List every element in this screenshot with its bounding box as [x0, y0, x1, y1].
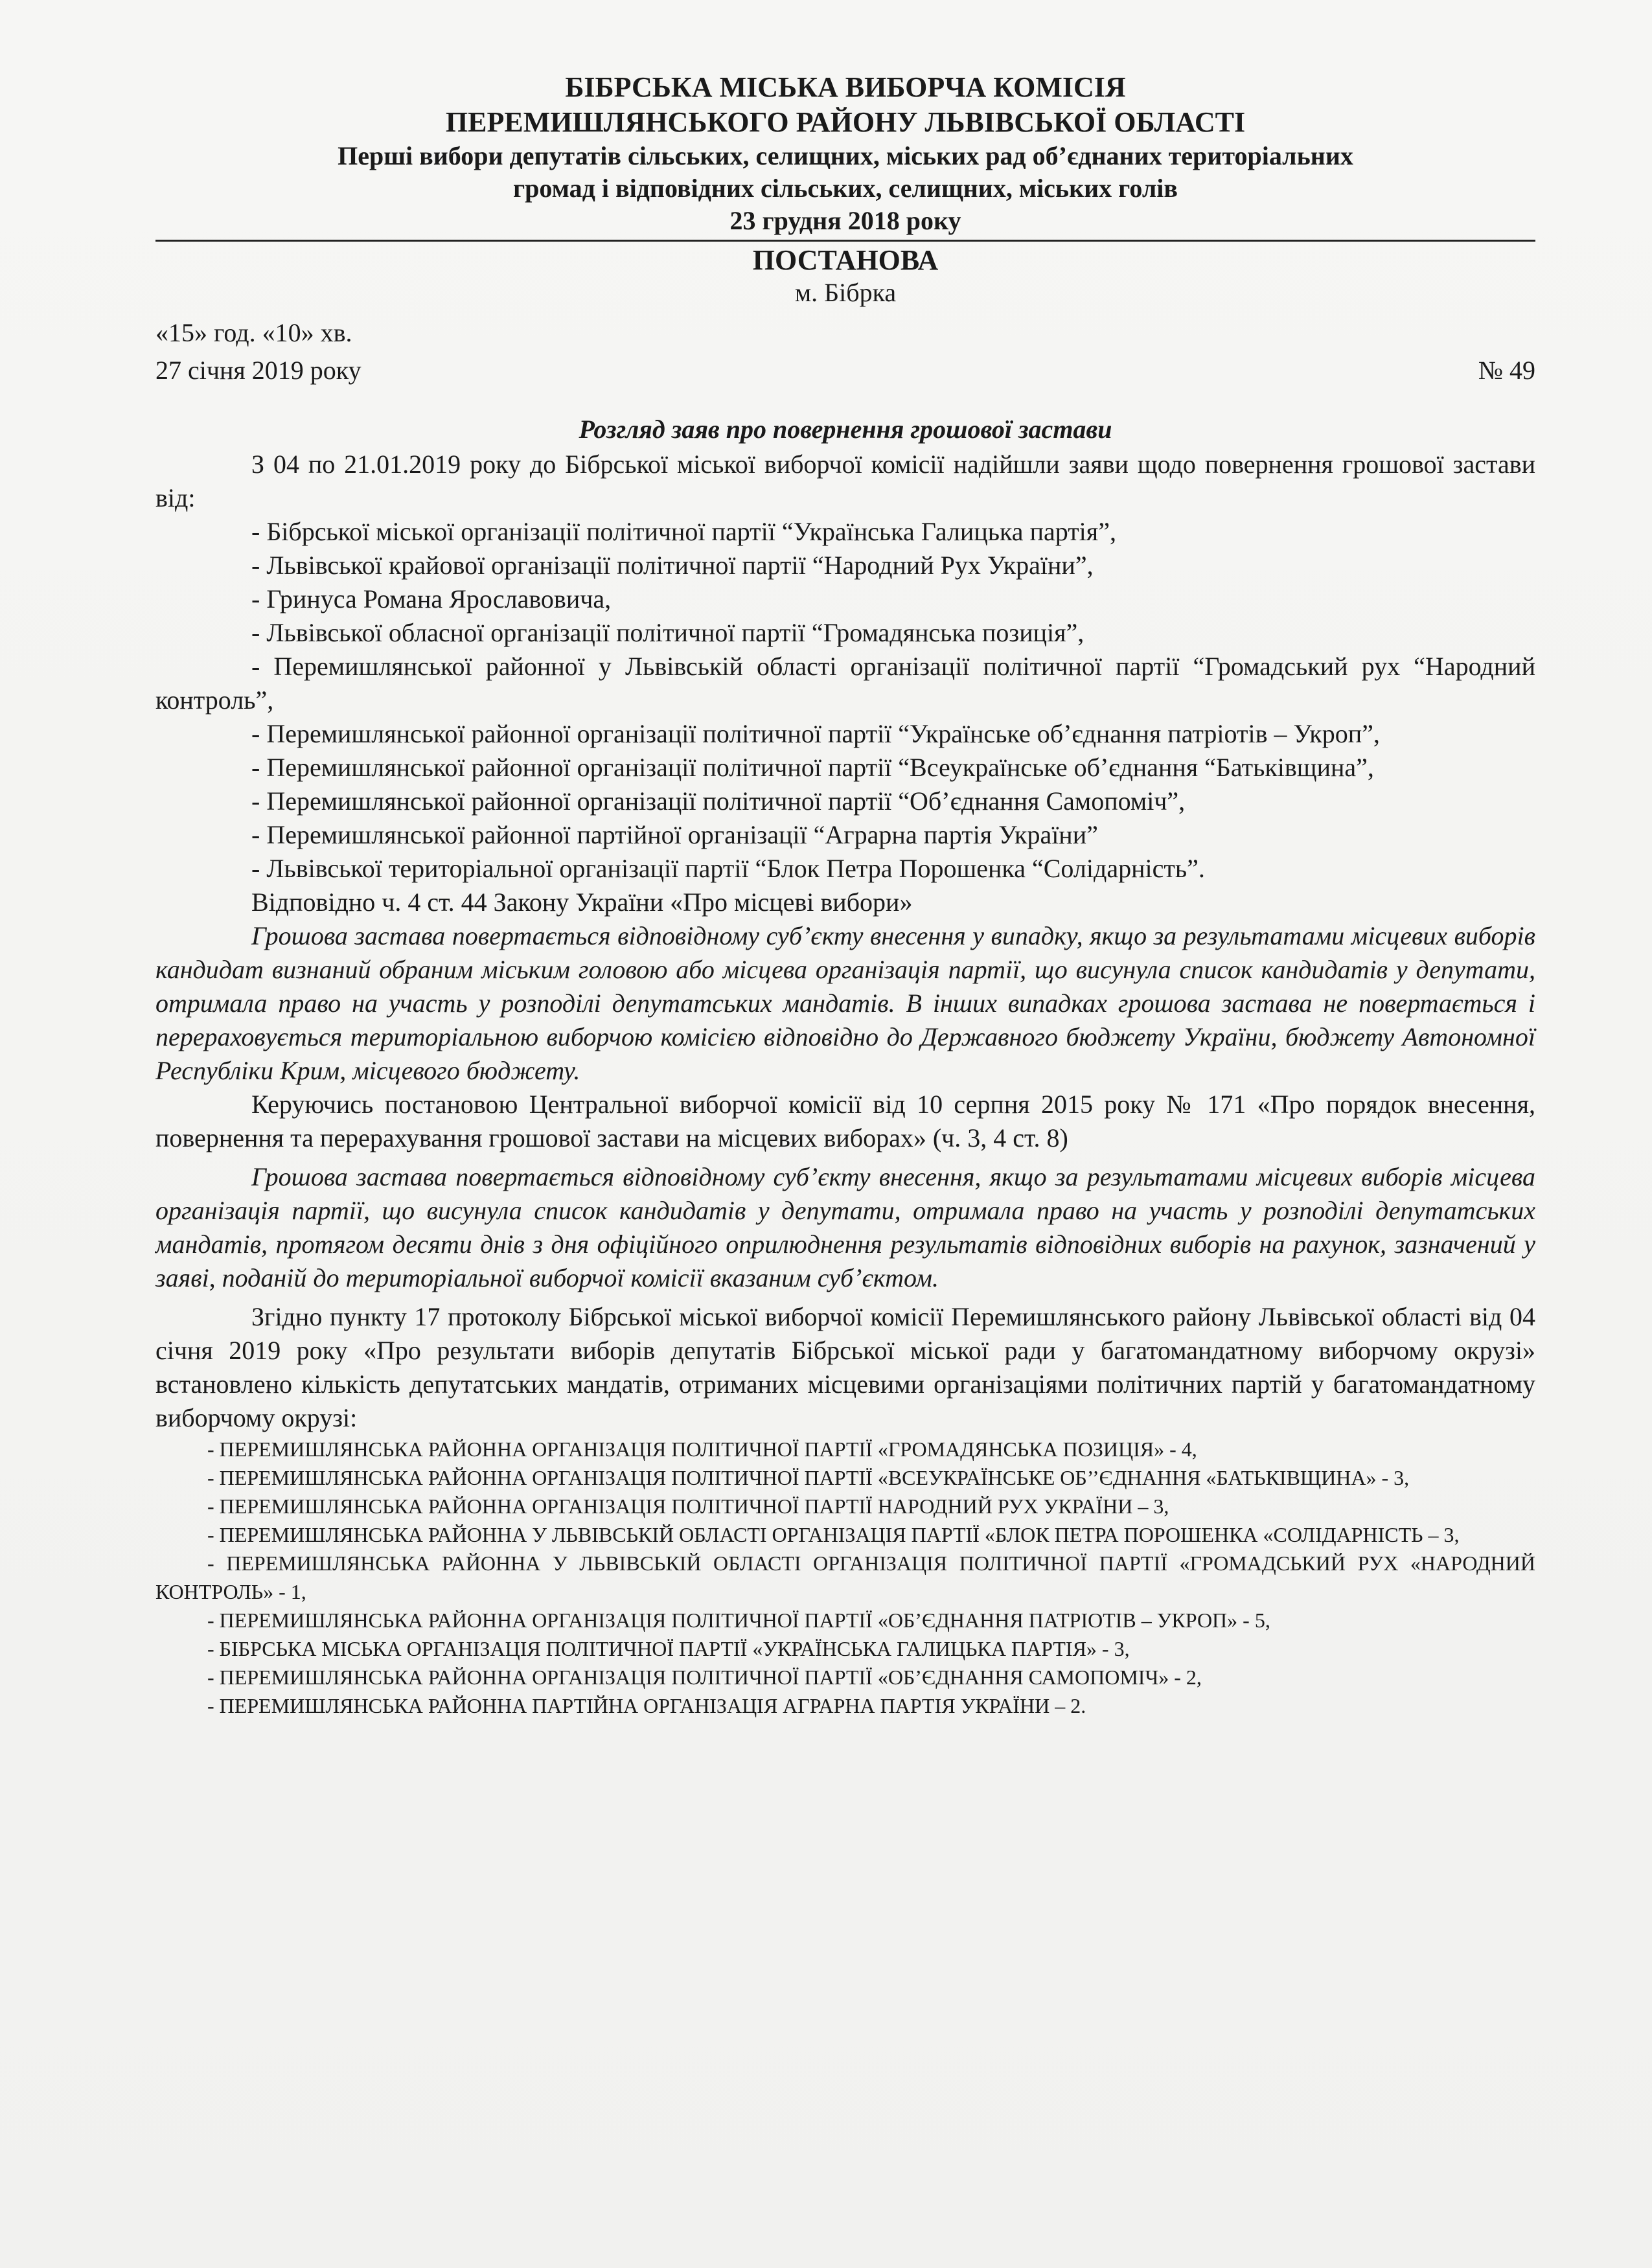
- intro-paragraph: З 04 по 21.01.2019 року до Бібрської міської виборчої комісії надійшли заяви щодо повернення грошової застави від:: [155, 450, 1535, 512]
- document-time: «15» год. «10» хв.: [155, 318, 352, 347]
- document-city: м. Бібрка: [794, 278, 897, 307]
- commission-name: БІБРСЬКА МІСЬКА ВИБОРЧА КОМІСІЯ: [565, 71, 1126, 103]
- applicant-item: - Бібрської міської організації політичної партії “Українська Галицька партія”,: [251, 517, 1116, 546]
- header-divider: [155, 240, 1535, 242]
- document-number: № 49: [1478, 356, 1535, 385]
- document-meta: [155, 314, 1535, 389]
- applicant-item: - Гринуса Романа Ярославовича,: [251, 584, 612, 613]
- applicant-item: - Львівської обласної організації політичної партії “Громадянська позиція”,: [251, 618, 1084, 647]
- document-subject: Розгляд заяв про повернення грошової застави: [579, 415, 1112, 444]
- mandate-item: - ПЕРЕМИШЛЯНСЬКА РАЙОННА У ЛЬВІВСЬКІЙ ОБЛАСТІ ОРГАНІЗАЦІЯ ПОЛІТИЧНОЇ ПАРТІЇ «ГРОМАДСЬКИЙ РУХ «НАРОДНИЙ КОНТРОЛЬ» - 1,: [155, 1552, 1535, 1603]
- document-type: ПОСТАНОВА: [752, 244, 939, 276]
- mandates-list: [155, 1435, 1535, 1720]
- mandate-item: - БІБРСЬКА МІСЬКА ОРГАНІЗАЦІЯ ПОЛІТИЧНОЇ ПАРТІЇ «УКРАЇНСЬКА ГАЛИЦЬКА ПАРТІЯ» - 3,: [207, 1637, 1130, 1660]
- applicant-item: - Перемишлянської районної у Львівській області організації політичної партії “Громадський рух “Народний контроль”,: [155, 652, 1535, 715]
- cvk-quote: Грошова застава повертається відповідному суб’єкту внесення, якщо за результатами місцевих виборів місцева організація партії, що висунула список кандидатів у депутати, отримала право на участь у розподілі депутатських мандатів, протягом десяти днів з дня офіційного оприлюднення результатів відповідних виборів на рахунок, зазначений у заяві, поданій до територіальної виборчої комісії вказаним суб’єктом.: [155, 1162, 1535, 1292]
- mandate-item: - ПЕРЕМИШЛЯНСЬКА РАЙОННА ОРГАНІЗАЦІЯ ПОЛІТИЧНОЇ ПАРТІЇ «ОБ’ЄДНАННЯ САМОПОМІЧ» - 2,: [207, 1666, 1202, 1689]
- election-title-line2: громад і відповідних сільських, селищних, міських голів: [513, 174, 1178, 203]
- election-title-line1: Перші вибори депутатів сільських, селищних, міських рад об’єднаних територіальних: [338, 141, 1353, 170]
- applicant-item: - Львівської крайової організації політичної партії “Народний Рух України”,: [251, 551, 1094, 580]
- mandate-item: - ПЕРЕМИШЛЯНСЬКА РАЙОННА У ЛЬВІВСЬКІЙ ОБЛАСТІ ОРГАНІЗАЦІЯ ПАРТІЇ «БЛОК ПЕТРА ПОРОШЕНКА «СОЛІДАРНІСТЬ – 3,: [207, 1523, 1460, 1546]
- applicant-item: - Перемишлянської районної організації політичної партії “Об’єднання Самопоміч”,: [251, 786, 1186, 816]
- document-date: 27 січня 2019 року: [155, 356, 361, 385]
- mandate-item: - ПЕРЕМИШЛЯНСЬКА РАЙОННА ОРГАНІЗАЦІЯ ПОЛІТИЧНОЇ ПАРТІЇ «ГРОМАДЯНСЬКА ПОЗИЦІЯ» - 4,: [207, 1438, 1197, 1461]
- cvk-reference: Керуючись постановою Центральної виборчої комісії від 10 серпня 2015 року № 171 «Про порядок внесення, повернення та перерахування грошової застави на місцевих виборах» (ч. 3, 4 ст. 8): [155, 1090, 1535, 1152]
- law-reference: Відповідно ч. 4 ст. 44 Закону України «Про місцеві вибори»: [251, 888, 913, 917]
- applicant-item: - Перемишлянської районної організації політичної партії “Всеукраїнське об’єднання “Батьківщина”,: [251, 753, 1374, 782]
- law-quote: Грошова застава повертається відповідному суб’єкту внесення у випадку, якщо за результатами місцевих виборів кандидат визнаний обраним міським головою або місцева організація партії, що висунула список кандидатів у депутати, отримала право на участь у розподілі депутатських мандатів. В інших випадках грошова застава не повертається і перераховується територіальною виборчою комісією відповідно до Державного бюджету України, бюджету Автономної Республіки Крим, місцевого бюджету.: [155, 921, 1535, 1085]
- mandate-item: - ПЕРЕМИШЛЯНСЬКА РАЙОННА ПАРТІЙНА ОРГАНІЗАЦІЯ АГРАРНА ПАРТІЯ УКРАЇНИ – 2.: [207, 1694, 1086, 1717]
- commission-district: ПЕРЕМИШЛЯНСЬКОГО РАЙОНУ ЛЬВІВСЬКОЇ ОБЛАСТІ: [445, 106, 1246, 138]
- mandate-item: - ПЕРЕМИШЛЯНСЬКА РАЙОННА ОРГАНІЗАЦІЯ ПОЛІТИЧНОЇ ПАРТІЇ «ОБ’ЄДНАННЯ ПАТРІОТІВ – УКРОП» - 5,: [207, 1609, 1270, 1632]
- applicant-item: - Перемишлянської районної партійної організації “Аграрна партія України”: [251, 820, 1098, 849]
- mandate-item: - ПЕРЕМИШЛЯНСЬКА РАЙОННА ОРГАНІЗАЦІЯ ПОЛІТИЧНОЇ ПАРТІЇ «ВСЕУКРАЇНСЬКЕ ОБ’’ЄДНАННЯ «БАТЬКІВЩИНА» - 3,: [207, 1466, 1410, 1489]
- applicant-item: - Львівської територіальної організації партії “Блок Петра Порошенка “Солідарність”.: [251, 854, 1205, 883]
- applicants-list: [155, 515, 1535, 886]
- election-date: 23 грудня 2018 року: [729, 206, 961, 235]
- protocol-reference: Згідно пункту 17 протоколу Бібрської міської виборчої комісії Перемишлянського району Львівської області від 04 січня 2019 року «Про результати виборів депутатів Бібрської міської ради у багатомандатному виборчому окрузі» встановлено кількість депутатських мандатів, отриманих місцевими організаціями політичних партій у багатомандатному виборчому окрузі:: [155, 1302, 1535, 1432]
- mandate-item: - ПЕРЕМИШЛЯНСЬКА РАЙОННА ОРГАНІЗАЦІЯ ПОЛІТИЧНОЇ ПАРТІЇ НАРОДНИЙ РУХ УКРАЇНИ – 3,: [207, 1495, 1169, 1518]
- document-body: [155, 70, 1535, 1720]
- applicant-item: - Перемишлянської районної організації політичної партії “Українське об’єднання патріотів – Укроп”,: [251, 719, 1380, 748]
